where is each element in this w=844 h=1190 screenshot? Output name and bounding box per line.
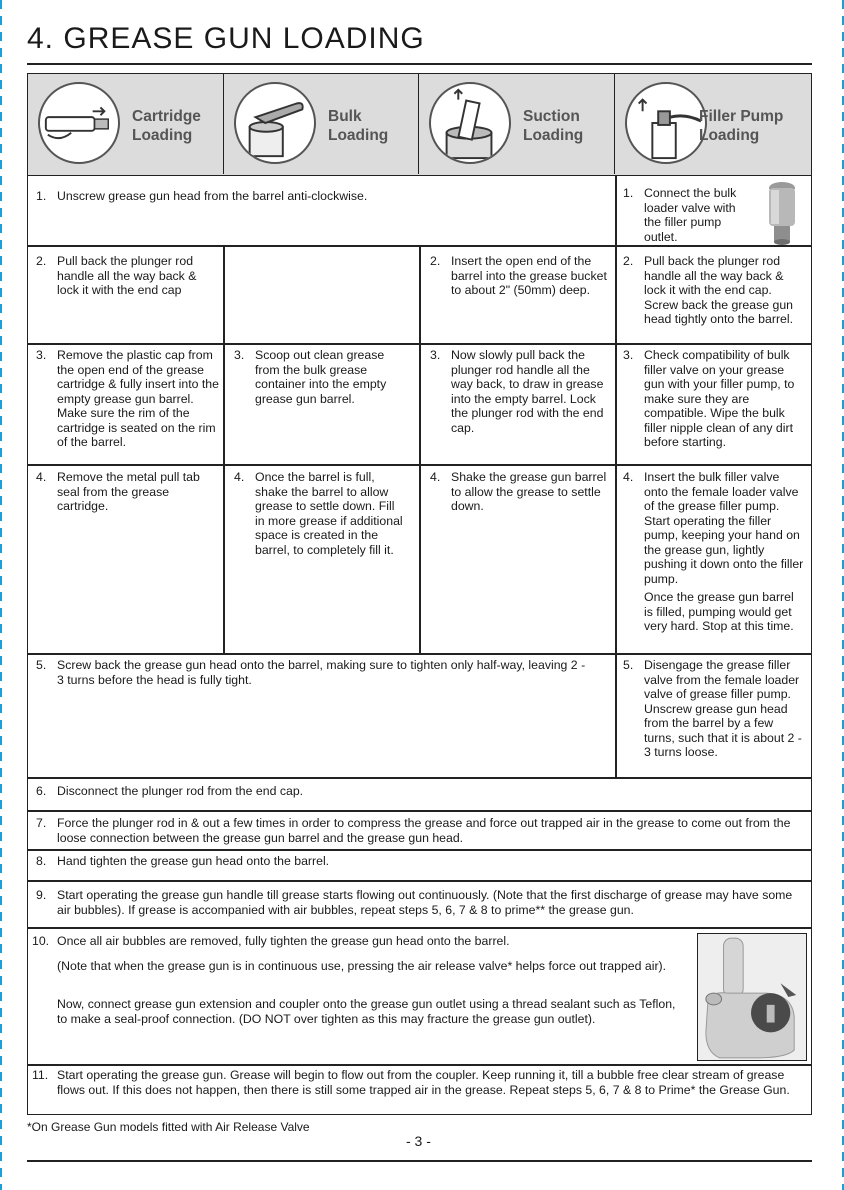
method-label: Cartridge Loading [132,108,201,144]
row-divider [28,849,811,851]
page-margin-guide-left [0,0,2,1190]
method-suction [418,74,615,174]
air-release-valve-photo [697,933,807,1061]
row-divider [28,880,811,882]
method-filler-pump [614,74,812,174]
row-divider [28,810,811,812]
page-title: 4. GREASE GUN LOADING [27,22,425,55]
method-label: Bulk Loading [328,108,389,144]
step-10-note: (Note that when the grease gun is in continuous use, pressing the air release valve* helps force out trapped air). [57,959,667,973]
suction-loading-icon [429,82,511,164]
row-divider [28,927,811,929]
filler-pump-loading-icon [625,82,707,164]
method-label: Suction Loading [523,108,584,144]
row-divider [28,777,811,779]
bulk-loading-icon [234,82,316,164]
column-divider [223,245,225,654]
footnote: *On Grease Gun models fitted with Air Release Valve [27,1120,310,1134]
title-rule [27,63,812,65]
column-divider [419,245,421,654]
bulk-loader-valve-photo [762,180,802,246]
method-label: Filler Pump Loading [699,108,784,144]
column-divider [615,176,617,778]
page-number: - 3 - [406,1133,431,1149]
cartridge-loading-icon [38,82,120,164]
method-header [28,74,811,176]
bottom-rule [27,1160,812,1162]
step-4-filler-extra: Once the grease gun barrel is filled, pumping would get very hard. Stop at this time. [644,590,794,633]
step-10-extra: Now, connect grease gun extension and coupler onto the grease gun outlet using a thread sealant such as Teflon, to make a seal-proof connection. (DO NOT over tighten as this may fracture the grease gun outlet). [57,997,676,1026]
row-divider [28,1064,811,1066]
method-cartridge [28,74,223,174]
method-bulk [223,74,419,174]
